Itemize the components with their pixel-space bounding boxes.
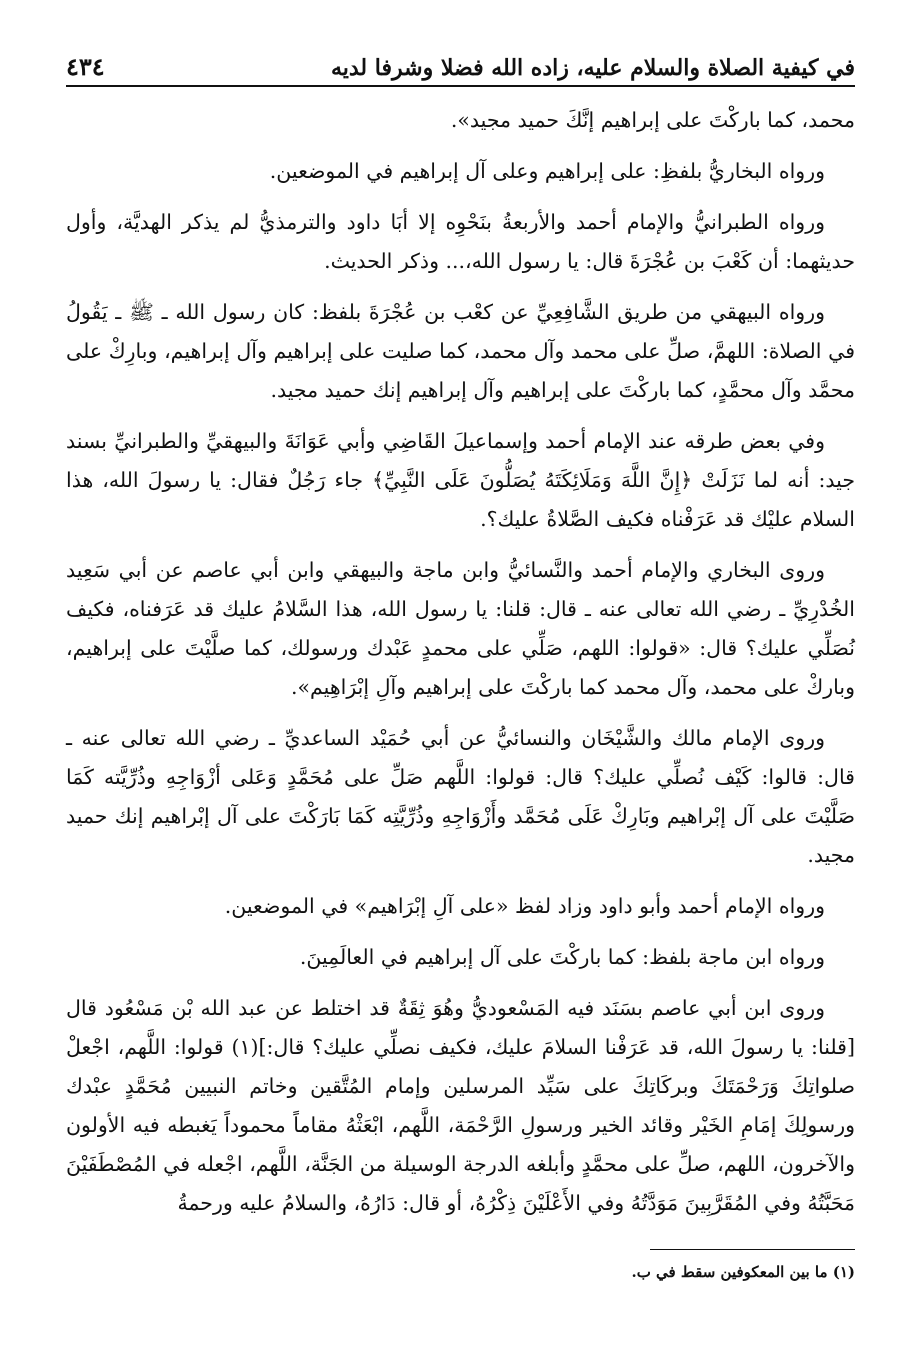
paragraph: ورواه البخاريُّ بلفظِ: على إبراهيم وعلى آل إبراهيم في الموضعين. xyxy=(269,159,825,183)
paragraph: ورواه البيهقي من طريق الشَّافِعِيِّ عن كعْب بن عُجْرَةَ بلفظ: كان رسول الله ـ ﷺ ـ يَقُولُ في الصلاة: اللهمَّ، صلِّ على محمد وآل محمد، كما صليت على إبراهيم وآل إبراهيم، وبارِكْ على محمَّد وآل محمَّدٍ، كما باركْتَ على إبراهيم وآل إبراهيم إنك حميد مجيد. xyxy=(66,300,855,402)
paragraph: وروى ابن أبي عاصم بسَنَد فيه المَسْعوديُّ وهُوَ ثِقَةٌ قد اختلط عن عبد الله بْن مَسْعُود قال [قلنا: يا رسولَ الله، قد عَرَفْنا السلامَ عليك، فكيف نصلِّي عليك؟ قال:](١) قولوا: اللَّهم، اجْعلْ صلواتِكَ وَرَحْمَتَكَ وبركَاتِكَ على سَيِّد المرسلين وإمام المُتَّقين وخاتم النبيين مُحَمَّدٍ عبْدك ورسولِكَ إمَامِ الخَيْر وقائد الخير ورسولِ الرَّحْمَة، اللَّهم، ابْعَثْهُ مقاماً محموداً يَغبطه فيه الأولون والآخرون، اللهم، صلِّ على محمَّدٍ وأبلغه الدرجة الوسيلة من الجَنَّة، اللَّهم، اجْعله في المُصْطَفَيْنَ مَحَبَّتُهُ وفي المُقَرَّبِينَ مَوَدَّتُهُ وفي الأَعْلَيْنَ ذِكْرُهُ، أو قال: دَارُهُ، والسلامُ عليه ورحمةُ xyxy=(66,996,855,1215)
running-header xyxy=(66,52,855,87)
paragraph: وروى الإمام مالك والشَّيْخَان والنسائيُّ عن أبي حُمَيْد الساعديِّ ـ رضي الله تعالى عنه ـ قال: قالوا: كَيْف نُصلِّي عليك؟ قال: قولوا: اللَّهم صَلِّ على مُحَمَّدٍ وَعَلى أزْوَاجِهِ وذُرِّيَّته كَمَا صَلَّيْتَ على آل إبْراهيم وبَارِكْ عَلَى مُحَمَّد وأَزْوَاجِهِ وذُرِّيَّتِه كَمَا بَارَكْتَ على آل إبْراهيم إنك حميد مجيد. xyxy=(66,726,855,867)
footnote-divider xyxy=(650,1249,855,1250)
paragraph: وفي بعض طرقه عند الإمام أحمد وإسماعيلَ القَاضِي وأبي عَوَانَةَ والبيهقيِّ والطبرانيِّ بسند جيد: أنه لما نَزَلَتْ ﴿إِنَّ اللَّهَ وَمَلَائِكَتَهُ يُصَلُّونَ عَلَى النَّبِيِّ﴾ جاء رَجُلٌ فقال: يا رسولَ الله، هذا السلام عليْك قد عَرَفْناه فكيف الصَّلاةُ عليك؟. xyxy=(66,429,855,531)
paragraph: محمد، كما باركْتَ على إبراهيم إنَّكَ حميد مجيد». xyxy=(450,108,855,132)
page-number: ٤٣٤ xyxy=(66,52,105,81)
paragraph: ورواه الطبرانيُّ والإمام أحمد والأربعةُ بنَحْوِه إلا أبَا داود والترمذيُّ لم يذكر الهديَّة، وأول حديثهما: أن كَعْبَ بن عُجْرَةَ قال: يا رسول الله،... وذكر الحديث. xyxy=(66,210,855,273)
paragraph: ورواه ابن ماجة بلفظ: كما باركْتَ على آل إبراهيم في العالَمِينَ. xyxy=(299,945,825,969)
paragraph: ورواه الإمام أحمد وأبو داود وزاد لفظ «على آلِ إبْرَاهيم» في الموضعين. xyxy=(224,894,825,918)
paragraph: وروى البخاري والإمام أحمد والنَّسائيُّ وابن ماجة والبيهقي وابن أبي عاصم عن أبي سَعِيد الخُدْرِيِّ ـ رضي الله تعالى عنه ـ قال: قلنا: يا رسول الله، هذا السَّلامُ عليك قد عَرَفناه، فكيف نُصَلِّي عليك؟ قال: «قولوا: اللهم، صَلِّي على محمدٍ عَبْدك ورسولك، كما صلَّيْتَ على إبراهيم، وباركْ على محمد، وآل محمد كما باركْتَ على إبراهيم وآلِ إبْرَاهِيم». xyxy=(66,558,855,699)
running-title: في كيفية الصلاة والسلام عليه، زاده الله فضلا وشرفا لديه xyxy=(330,55,855,81)
page-body xyxy=(66,101,855,1223)
footnote: (١) ما بين المعكوفين سقط في ب. xyxy=(631,1263,855,1281)
